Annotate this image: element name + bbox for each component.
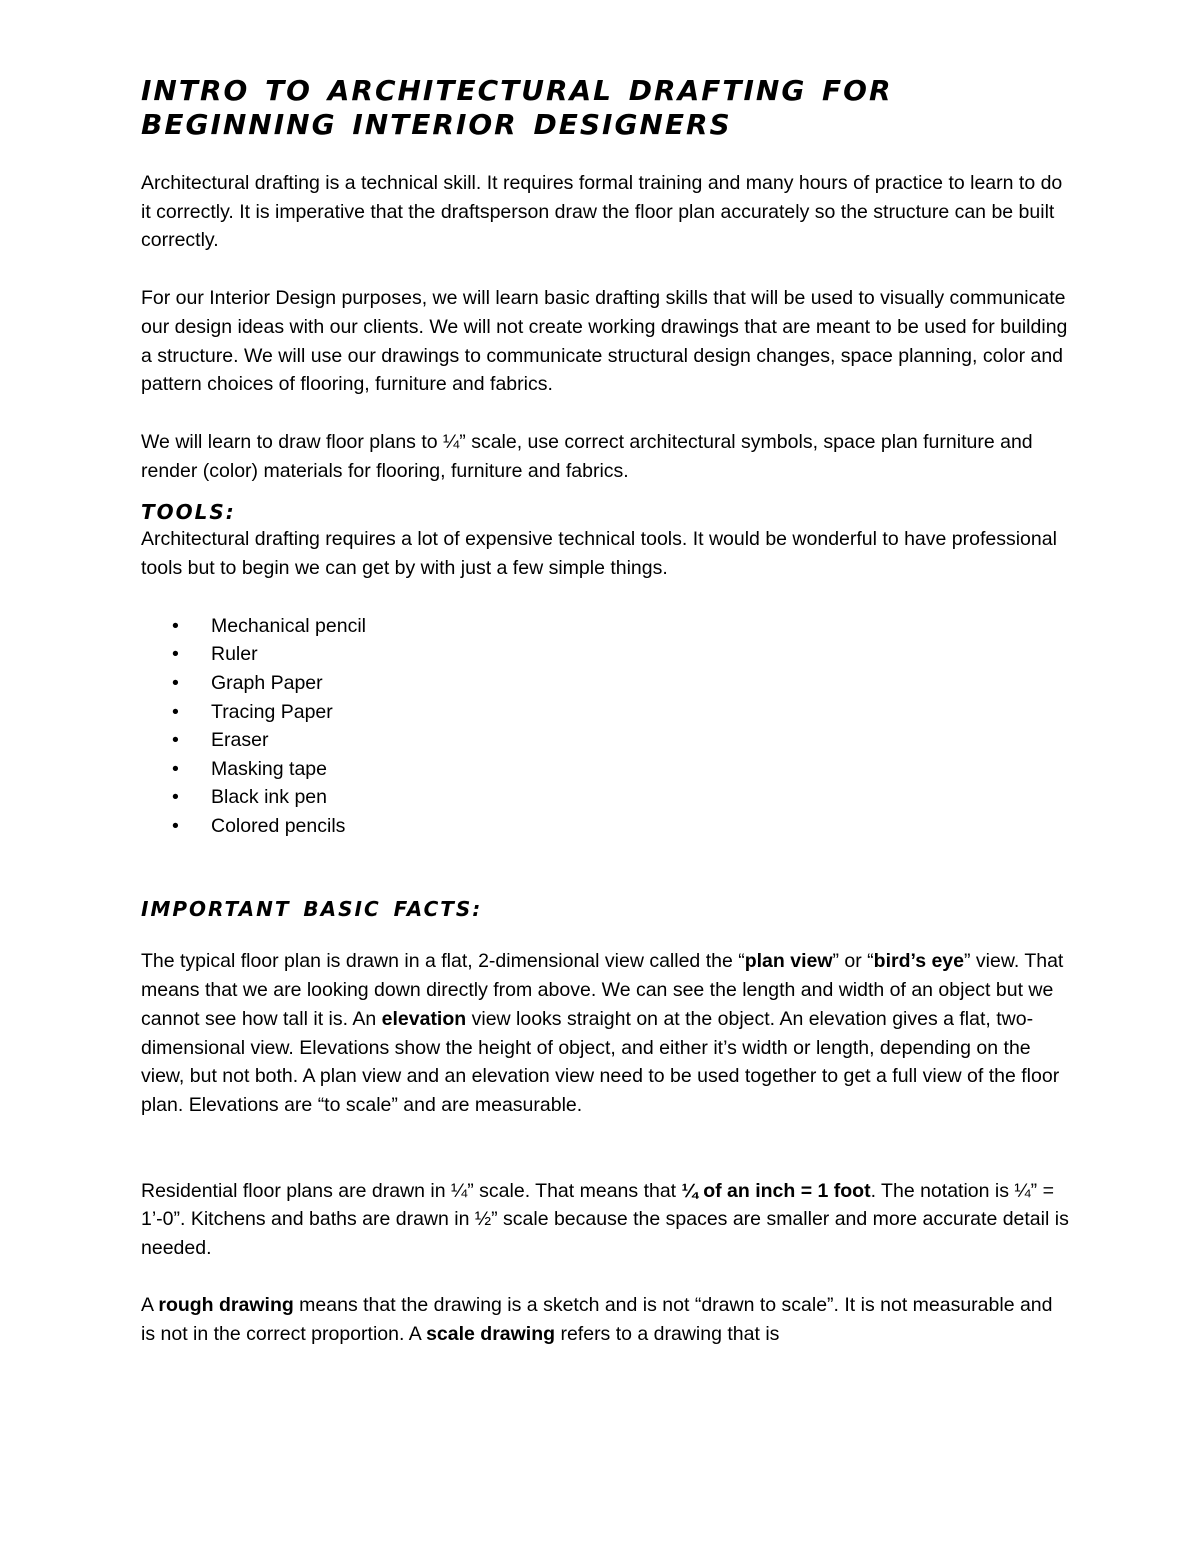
document-content [141,74,1071,1348]
tools-list [141,612,1071,841]
term-plan-view: plan view [744,950,833,973]
text-run: Residential floor plans are drawn in ¼” scale. That means that [141,1179,682,1202]
bullet-icon: • [172,614,179,637]
list-item-label: Ruler [211,643,258,666]
bullet-icon: • [172,700,179,723]
list-item [141,698,1071,727]
text-run: ” view. That means that we are looking down directly from above. We can see the length and width of an object but we cannot see how tall it is. An [141,950,1064,1030]
text-run: refers to a drawing that is [555,1322,780,1345]
document-title: INTRO TO ARCHITECTURAL DRAFTING FOR BEGINNING INTERIOR DESIGNERS [141,74,893,141]
facts-paragraph-drawings [141,1291,1071,1348]
bullet-icon: • [172,786,179,809]
facts-paragraph-views [141,947,1071,1119]
list-item [141,640,1071,669]
list-item-label: Colored pencils [211,814,346,837]
facts-heading: IMPORTANT BASIC FACTS: [141,897,483,922]
text-run: means that the drawing is a sketch and is not “drawn to scale”. It is not measurable and is not in the correct proportion. A [141,1293,1053,1345]
tools-description: Architectural drafting requires a lot of expensive technical tools. It would be wonderful to have professional tools but to begin we can get by with just a few simple things. [141,528,1057,580]
list-item-label: Mechanical pencil [211,614,367,637]
tools-heading: TOOLS: [141,500,236,525]
term-scale-drawing: scale drawing [426,1322,556,1345]
intro-paragraph-2: For our Interior Design purposes, we will learn basic drafting skills that will be used to visually communicate our design ideas with our clients. We will not create working drawings that are meant to be used for building a structure. We will use our drawings to communicate structural design changes, space planning, color and pattern choices of flooring, furniture and fabrics. [141,287,1068,396]
text-run: A [141,1293,159,1316]
list-item-label: Graph Paper [211,671,323,694]
term-elevation: elevation [381,1007,467,1030]
text-run: . The notation is ¼” = 1’-0”. Kitchens and baths are drawn in ½” scale because the spaces are smaller and more accurate detail is needed. [141,1179,1069,1260]
bullet-icon: • [172,757,179,780]
list-item [141,812,1071,841]
term-birds-eye: bird’s eye [873,950,964,973]
list-item-label: Eraser [211,729,269,752]
list-item [141,669,1071,698]
bullet-icon: • [172,643,179,666]
list-item [141,783,1071,812]
text-run: The typical floor plan is drawn in a flat, 2-dimensional view called the “ [141,950,745,973]
intro-paragraph-1: Architectural drafting is a technical skill. It requires formal training and many hours of practice to learn to do it correctly. It is imperative that the draftsperson draw the floor plan accurately so the structure can be built correctly. [141,172,1063,252]
list-item-label: Masking tape [211,757,327,780]
bullet-icon: • [172,729,179,752]
bullet-icon: • [172,671,179,694]
term-quarter-inch-scale: ¼ of an inch = 1 foot [681,1179,871,1202]
list-item-label: Black ink pen [211,786,327,809]
bullet-icon: • [172,814,179,837]
list-item-label: Tracing Paper [211,700,333,723]
list-item [141,726,1071,755]
text-run: view looks straight on at the object. An elevation gives a flat, two-dimensional view. Elevations show the height of object, and either it’s width or length, depending on the view, but not both. A plan view and an elevation view need to be used together to get a full view of the floor plan. Elevations are “to scale” and are measurable. [141,1007,1060,1116]
text-run: ” or “ [832,950,874,973]
list-item [141,755,1071,784]
term-rough-drawing: rough drawing [158,1293,294,1316]
list-item [141,612,1071,641]
intro-paragraph-3: We will learn to draw floor plans to ¼” scale, use correct architectural symbols, space plan furniture and render (color) materials for flooring, furniture and fabrics. [141,430,1033,482]
facts-paragraph-scale [141,1177,1071,1263]
